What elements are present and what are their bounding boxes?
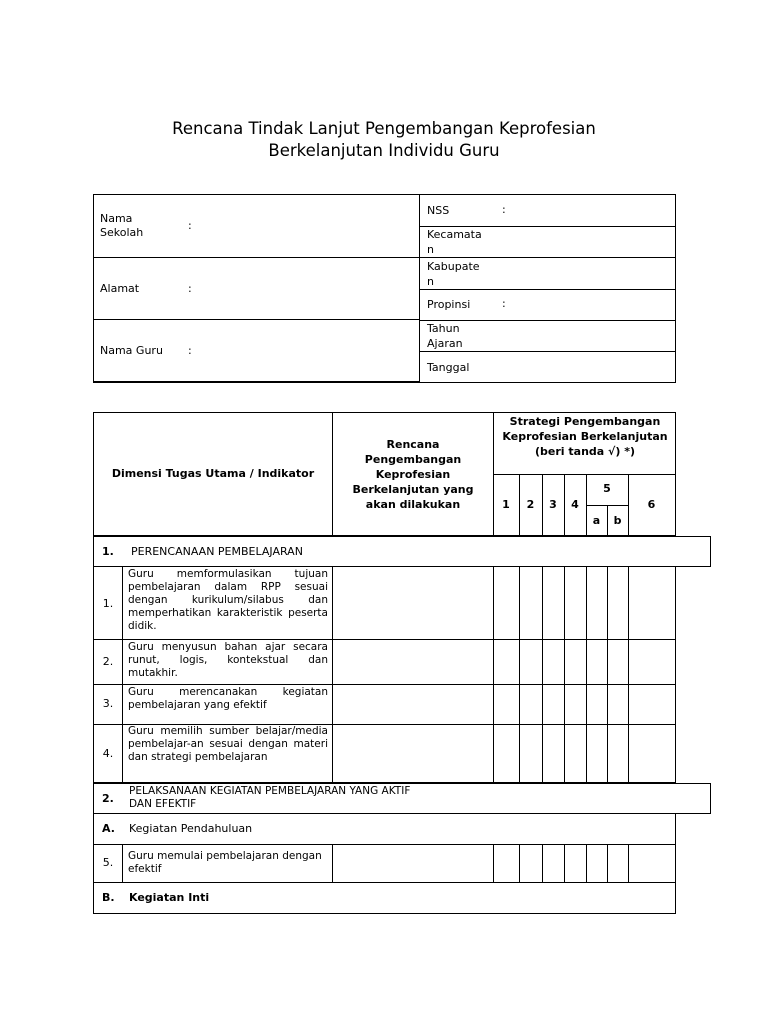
column-divider	[122, 845, 123, 882]
row-indicator: Guru menyusun bahan ajar secara runut, logis, kontekstual dan mutakhir.	[128, 641, 328, 679]
identity-field-propinsi	[420, 290, 676, 321]
row-indicator: Guru merencanakan kegiatan pembelajaran yang efektif	[128, 686, 328, 711]
column-divider	[542, 640, 543, 684]
column-divider	[493, 640, 494, 684]
table-row	[93, 567, 676, 640]
sub-col-5b: b	[613, 514, 622, 527]
table-row	[93, 725, 676, 783]
section-number: A.	[102, 822, 115, 835]
column-divider	[332, 845, 333, 882]
column-divider	[607, 567, 608, 639]
column-divider	[628, 845, 629, 882]
table-row	[93, 685, 676, 725]
identity-right-column	[419, 195, 676, 382]
row-number: 1.	[102, 597, 114, 610]
column-divider	[122, 685, 123, 724]
column-divider	[542, 845, 543, 882]
field-colon: :	[502, 297, 506, 310]
column-divider	[628, 640, 629, 684]
column-divider	[122, 567, 123, 639]
section-row	[93, 536, 711, 567]
field-label: Tahun Ajaran	[427, 322, 463, 350]
section-row	[93, 883, 676, 914]
identity-label: Nama Guru	[100, 344, 163, 357]
column-divider	[542, 725, 543, 782]
sub-col-6: 6	[647, 498, 656, 511]
field-label: Kecamata n	[427, 228, 482, 256]
identity-field-tanggal	[420, 352, 676, 382]
row-number: 5.	[102, 856, 114, 869]
identity-field-tahun-ajaran	[420, 321, 676, 352]
column-divider	[564, 845, 565, 882]
table-row	[93, 640, 676, 685]
identity-label: Nama Sekolah	[100, 212, 144, 239]
column-divider	[586, 725, 587, 782]
title-line-2: Berkelanjutan Individu Guru	[268, 141, 500, 160]
field-colon: :	[502, 203, 506, 216]
identity-row-teacher	[94, 320, 419, 382]
header-dimensi: Dimensi Tugas Utama / Indikator	[111, 467, 315, 480]
section-number: 1.	[102, 545, 114, 558]
identity-field-nss	[420, 195, 676, 227]
divider	[493, 474, 675, 475]
identity-row-school	[94, 195, 419, 258]
column-divider	[628, 725, 629, 782]
column-divider	[493, 845, 494, 882]
field-label: Kabupate n	[427, 260, 480, 288]
field-label: Propinsi	[427, 298, 471, 311]
sub-col-5a: a	[592, 514, 601, 527]
identity-box	[93, 194, 676, 383]
column-divider	[564, 725, 565, 782]
column-divider	[519, 567, 520, 639]
sub-col-4: 4	[571, 498, 579, 511]
column-divider	[586, 567, 587, 639]
column-divider	[628, 567, 629, 639]
field-label: NSS	[427, 204, 450, 217]
column-divider	[332, 567, 333, 639]
header-strategi: Strategi Pengembangan Keprofesian Berkelanjutan (beri tanda √) *)	[502, 415, 668, 458]
column-divider	[519, 685, 520, 724]
field-label: Tanggal	[427, 361, 470, 374]
row-indicator: Guru memilih sumber belajar/media pembelajar-an sesuai dengan materi dan strategi pembelajaran	[128, 725, 328, 763]
identity-row-address	[94, 258, 419, 320]
column-divider	[607, 725, 608, 782]
column-divider	[519, 725, 520, 782]
column-divider	[519, 640, 520, 684]
identity-colon: :	[188, 219, 192, 232]
title-line-1: Rencana Tindak Lanjut Pengembangan Keprofesian	[172, 119, 596, 138]
section-title: PERENCANAAN PEMBELAJARAN	[131, 545, 303, 558]
section-title: PELAKSANAAN KEGIATAN PEMBELAJARAN YANG AKTIF DAN EFEKTIF	[129, 785, 411, 810]
table-row	[93, 845, 676, 883]
column-divider	[493, 567, 494, 639]
section-title: Kegiatan Pendahuluan	[129, 822, 253, 835]
column-divider	[332, 640, 333, 684]
sub-col-3: 3	[549, 498, 557, 511]
column-divider	[586, 845, 587, 882]
column-divider	[564, 640, 565, 684]
row-indicator: Guru memulai pembelajaran dengan efektif	[128, 850, 322, 875]
header-rencana: Rencana Pengembangan Keprofesian Berkelanjutan yang akan dilakukan	[352, 438, 474, 511]
table-header	[93, 412, 676, 536]
column-divider	[122, 640, 123, 684]
column-divider	[607, 685, 608, 724]
identity-field-kecamatan	[420, 227, 676, 258]
row-number: 4.	[102, 747, 114, 760]
column-divider	[542, 685, 543, 724]
identity-field-kabupaten	[420, 258, 676, 290]
column-divider	[122, 725, 123, 782]
sub-col-5: 5	[603, 482, 611, 495]
divider	[332, 413, 333, 535]
column-divider	[493, 685, 494, 724]
sub-col-2: 2	[526, 498, 535, 511]
section-title: Kegiatan Inti	[129, 891, 210, 904]
column-divider	[564, 567, 565, 639]
identity-label: Alamat	[100, 282, 140, 295]
row-number: 3.	[102, 697, 114, 710]
column-divider	[586, 640, 587, 684]
section-number: 2.	[102, 792, 114, 805]
column-divider	[519, 845, 520, 882]
column-divider	[586, 685, 587, 724]
column-divider	[493, 725, 494, 782]
column-divider	[332, 685, 333, 724]
document-title	[0, 118, 768, 162]
column-divider	[332, 725, 333, 782]
column-divider	[628, 685, 629, 724]
row-number: 2.	[102, 655, 114, 668]
section-row	[93, 814, 676, 845]
sub-col-1: 1	[502, 498, 510, 511]
column-divider	[607, 640, 608, 684]
section-number: B.	[102, 891, 115, 904]
row-indicator: Guru memformulasikan tujuan pembelajaran dalam RPP sesuai dengan kurikulum/silabus dan memperhatikan karakteristik peserta didik.	[128, 568, 328, 632]
column-divider	[607, 845, 608, 882]
identity-colon: :	[188, 344, 192, 357]
section-row	[93, 783, 711, 814]
column-divider	[542, 567, 543, 639]
column-divider	[564, 685, 565, 724]
identity-colon: :	[188, 282, 192, 295]
